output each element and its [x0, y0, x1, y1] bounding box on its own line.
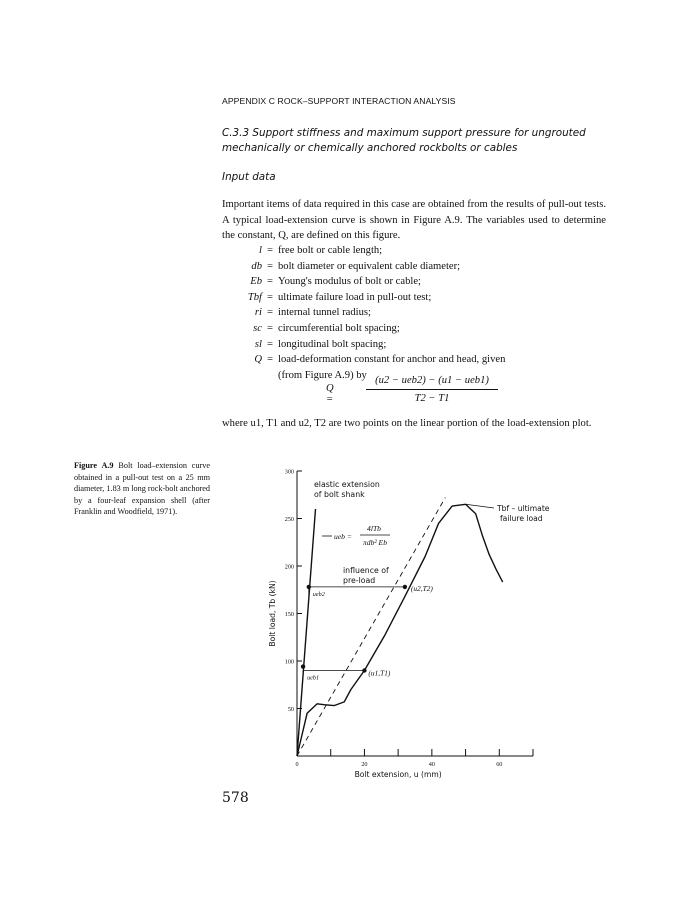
y-tick-label: 200: [284, 563, 294, 571]
section-title: C.3.3 Support stiffness and maximum support pressure for ungrouted mechanically or chemically anchored rockbolts or cables: [222, 127, 586, 154]
definition-row: ri = internal tunnel radius;: [222, 305, 622, 321]
definition-symbol: ri: [254, 307, 262, 319]
running-head: APPENDIX C ROCK–SUPPORT INTERACTION ANALYSIS: [222, 96, 456, 106]
chart-labels: [307, 480, 550, 682]
equation-numerator: (u2 − ueb2) − (u1 − ueb1): [375, 375, 489, 386]
annotation-preload-2: pre-load: [343, 576, 376, 585]
definition-row: l = free bolt or cable length;: [222, 243, 622, 259]
definition-text: bolt diameter or equivalent cable diameter;: [278, 260, 461, 272]
definition-row: Q = load-deformation constant for anchor and head, given: [222, 352, 622, 368]
definition-row: sl = longitudinal bolt spacing;: [222, 337, 622, 353]
equation-lhs: Q =: [326, 383, 334, 405]
annotation-ultimate-1: Tbf – ultimate: [497, 504, 550, 513]
definition-row: Eb = Young's modulus of bolt or cable;: [222, 274, 622, 290]
point-label-u2-t2: (u2,T2): [410, 583, 433, 593]
y-tick-label: 250: [284, 516, 294, 523]
y-tick-label: 150: [284, 611, 294, 618]
x-tick-label: 60: [496, 761, 503, 768]
point-label-ueb1: ueb1: [307, 674, 320, 682]
annotation-preload-1: influence of: [343, 566, 389, 575]
x-axis-label: Bolt extension, u (mm): [354, 770, 442, 779]
definition-symbol: db: [251, 260, 262, 272]
where-line: where u1, T1 and u2, T2 are two points on the linear portion of the load-extension plot.: [222, 418, 592, 429]
annotation-elastic-2: of bolt shank: [314, 490, 365, 499]
formula-denominator: πdb² Eb: [362, 538, 388, 547]
definition-symbol: Eb: [250, 276, 262, 288]
intro-paragraph: Important items of data required in this case are obtained from the results of pull-out tests. A typical load-extension curve is shown in Figure A.9. The variables used to determine the constant, Q, are defined on this figure.: [222, 199, 606, 241]
annotation-elastic-1: elastic extension: [314, 480, 380, 489]
equation-denominator: T2 − T1: [414, 393, 450, 404]
y-tick-label: 50: [287, 706, 294, 713]
x-tick-label: 20: [361, 761, 368, 768]
formula-lhs: ueb =: [334, 532, 352, 541]
point-label-ueb2: ueb2: [312, 590, 325, 598]
caption-label: Figure A.9: [74, 461, 114, 470]
definition-text: longitudinal bolt spacing;: [278, 338, 387, 350]
definition-text: circumferential bolt spacing;: [278, 322, 400, 334]
definition-continuation: (from Figure A.9) by: [278, 369, 367, 381]
data-point: [403, 585, 407, 589]
y-tick-label: 100: [284, 658, 294, 666]
caption-text: Bolt load–extension curve obtained in a pull-out test on a 25 mm diameter, 1.83 m long rock-bolt anchored by a four-leaf expansion shell (after Franklin and Woodfield, 1971).: [74, 461, 210, 516]
definition-text: internal tunnel radius;: [278, 307, 371, 319]
definition-text: ultimate failure load in pull-out test;: [278, 291, 432, 303]
definition-symbol: Q: [254, 354, 262, 366]
data-point: [362, 668, 366, 672]
definition-text: free bolt or cable length;: [278, 245, 383, 256]
definition-symbol: sc: [253, 322, 262, 334]
load-extension-curve: [297, 504, 503, 756]
definition-row: sc = circumferential bolt spacing;: [222, 321, 622, 337]
definition-symbol: l: [259, 245, 262, 256]
chart-axes: [268, 469, 533, 780]
data-point: [307, 585, 311, 589]
definition-row: db = bolt diameter or equivalent cable diameter;: [222, 259, 622, 275]
subsection-title: Input data: [222, 171, 276, 183]
data-point: [301, 664, 305, 668]
x-tick-label: 0: [295, 761, 299, 768]
formula-numerator: 4lTb: [367, 524, 381, 533]
point-label-u1-t1: (u1,T1): [368, 668, 391, 678]
y-tick-label: 300: [284, 468, 294, 476]
annotation-ultimate-2: failure load: [500, 514, 543, 523]
definition-text: load-deformation constant for anchor and head, given: [278, 354, 506, 366]
definition-symbol: sl: [254, 338, 262, 350]
definition-row: Tbf = ultimate failure load in pull-out test;: [222, 290, 622, 306]
y-axis-label: Bolt load, Tb (kN): [268, 580, 277, 647]
definition-symbol: Tbf: [247, 291, 262, 303]
x-tick-label: 40: [428, 761, 435, 768]
definition-text: Young's modulus of bolt or cable;: [278, 276, 421, 288]
page-number: 578: [222, 790, 249, 806]
preload-dashed-line: [297, 498, 445, 756]
